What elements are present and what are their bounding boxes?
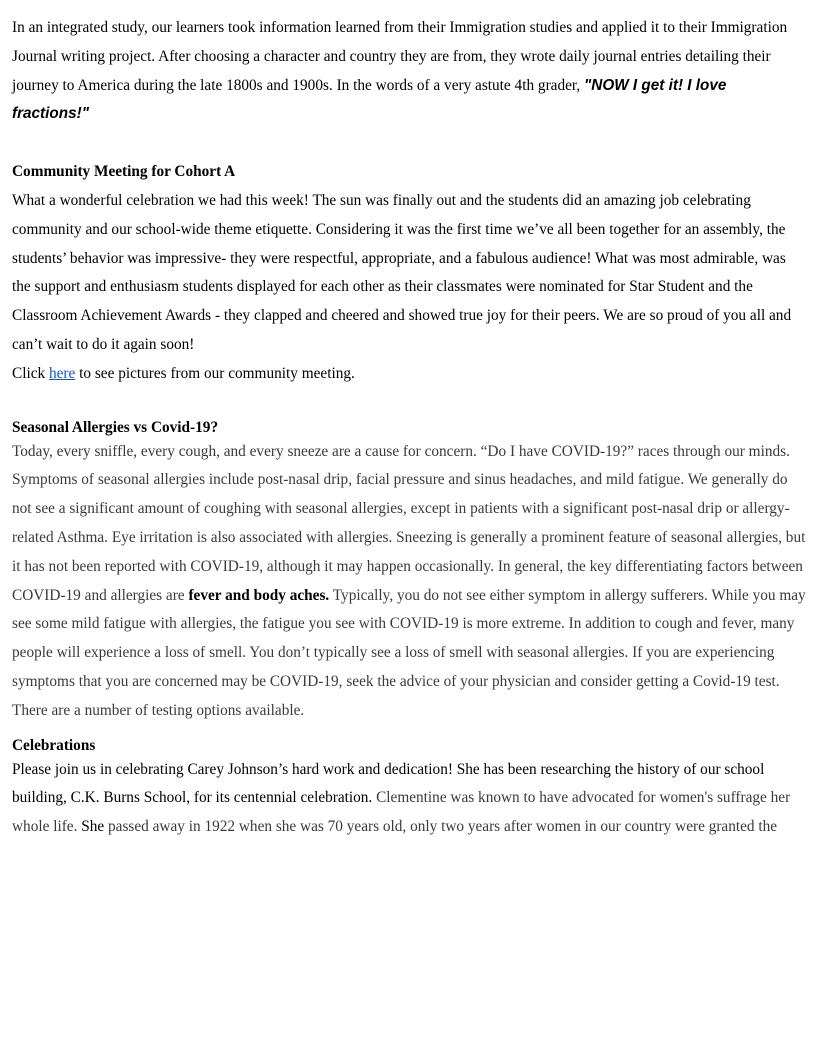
student-quote: "NOW I get it! I love fractions!" [12, 76, 727, 123]
section-spacer [12, 129, 807, 158]
community-meeting-link-line [12, 360, 807, 389]
celebrations-heading: Celebrations [12, 736, 96, 754]
allergies-text-end: Typically, you do not see either symptom in allergy sufferers. While you may see some mild fatigue with allergies, the fatigue you see with COVID-19 is more extreme. In addition to cough and fever, many people will experience a loss of smell. You don’t typically see a loss of smell with seasonal allergies. If you are experiencing symptoms that you are concerned may be COVID-19, seek the advice of your physician and consider getting a Covid-19 test. There are a number of testing options available. [12, 586, 806, 719]
community-meeting-heading: Community Meeting for Cohort A [12, 163, 236, 181]
intro-paragraph [12, 14, 807, 129]
allergies-heading: Seasonal Allergies vs Covid-19? [12, 418, 219, 436]
allergies-key-factors: fever and body aches. [188, 586, 330, 604]
newsletter-page [12, 14, 807, 842]
section-spacer [12, 726, 807, 736]
allergies-body [12, 438, 807, 726]
community-pictures-link[interactable]: here [48, 364, 76, 382]
celebrations-body [12, 756, 807, 842]
allergies-text-start: Today, every sniffle, every cough, and every sneeze are a cause for concern. “Do I have COVID-19?” races through our minds. Symptoms of seasonal allergies include post-nasal drip, facial pressure and sinus headaches, and mild fatigue. We generally do not see a significant amount of coughing with seasonal allergies, except in patients with a significant post-nasal drip or allergy-related Asthma. Eye irritation is also associated with allergies. Sneezing is generally a prominent feature of seasonal allergies, but it has not been reported with COVID-19, although it may happen occasionally. In general, the key differentiating factors between COVID-19 and allergies are [12, 442, 806, 604]
click-prefix: Click [12, 364, 49, 382]
celebrations-text-3: She [77, 818, 105, 836]
celebrations-text-2: Clementine was known to have advocated for women's suffrage her whole life. [12, 789, 791, 836]
click-suffix: to see pictures from our community meeting. [75, 364, 355, 382]
community-meeting-body: What a wonderful celebration we had this week! The sun was finally out and the students did an amazing job celebrating community and our school-wide theme etiquette. Considering it was the first time we’ve all been together for an assembly, the students’ behavior was impressive- they were respectful, appropriate, and a fabulous audience! What was most admirable, was the support and enthusiasm students displayed for each other as their classmates were nominated for Star Student and the Classroom Achievement Awards - they clapped and cheered and showed true joy for their peers. We are so proud of you all and can’t wait to do it again soon! [12, 191, 792, 353]
section-spacer [12, 389, 807, 418]
celebrations-text-1: Please join us in celebrating Carey Johnson’s hard work and dedication! She has been researching the history of our school building, C.K. Burns School, for its centennial celebration. [12, 760, 765, 807]
celebrations-text-4: passed away in 1922 when she was 70 years old, only two years after women in our country were granted the [104, 818, 778, 836]
intro-text: In an integrated study, our learners took information learned from their Immigration studies and applied it to their Immigration Journal writing project. After choosing a character and country they are from, they wrote daily journal entries detailing their journey to America during the late 1800s and 1900s. In the words of a very astute 4th grader, [12, 19, 788, 94]
